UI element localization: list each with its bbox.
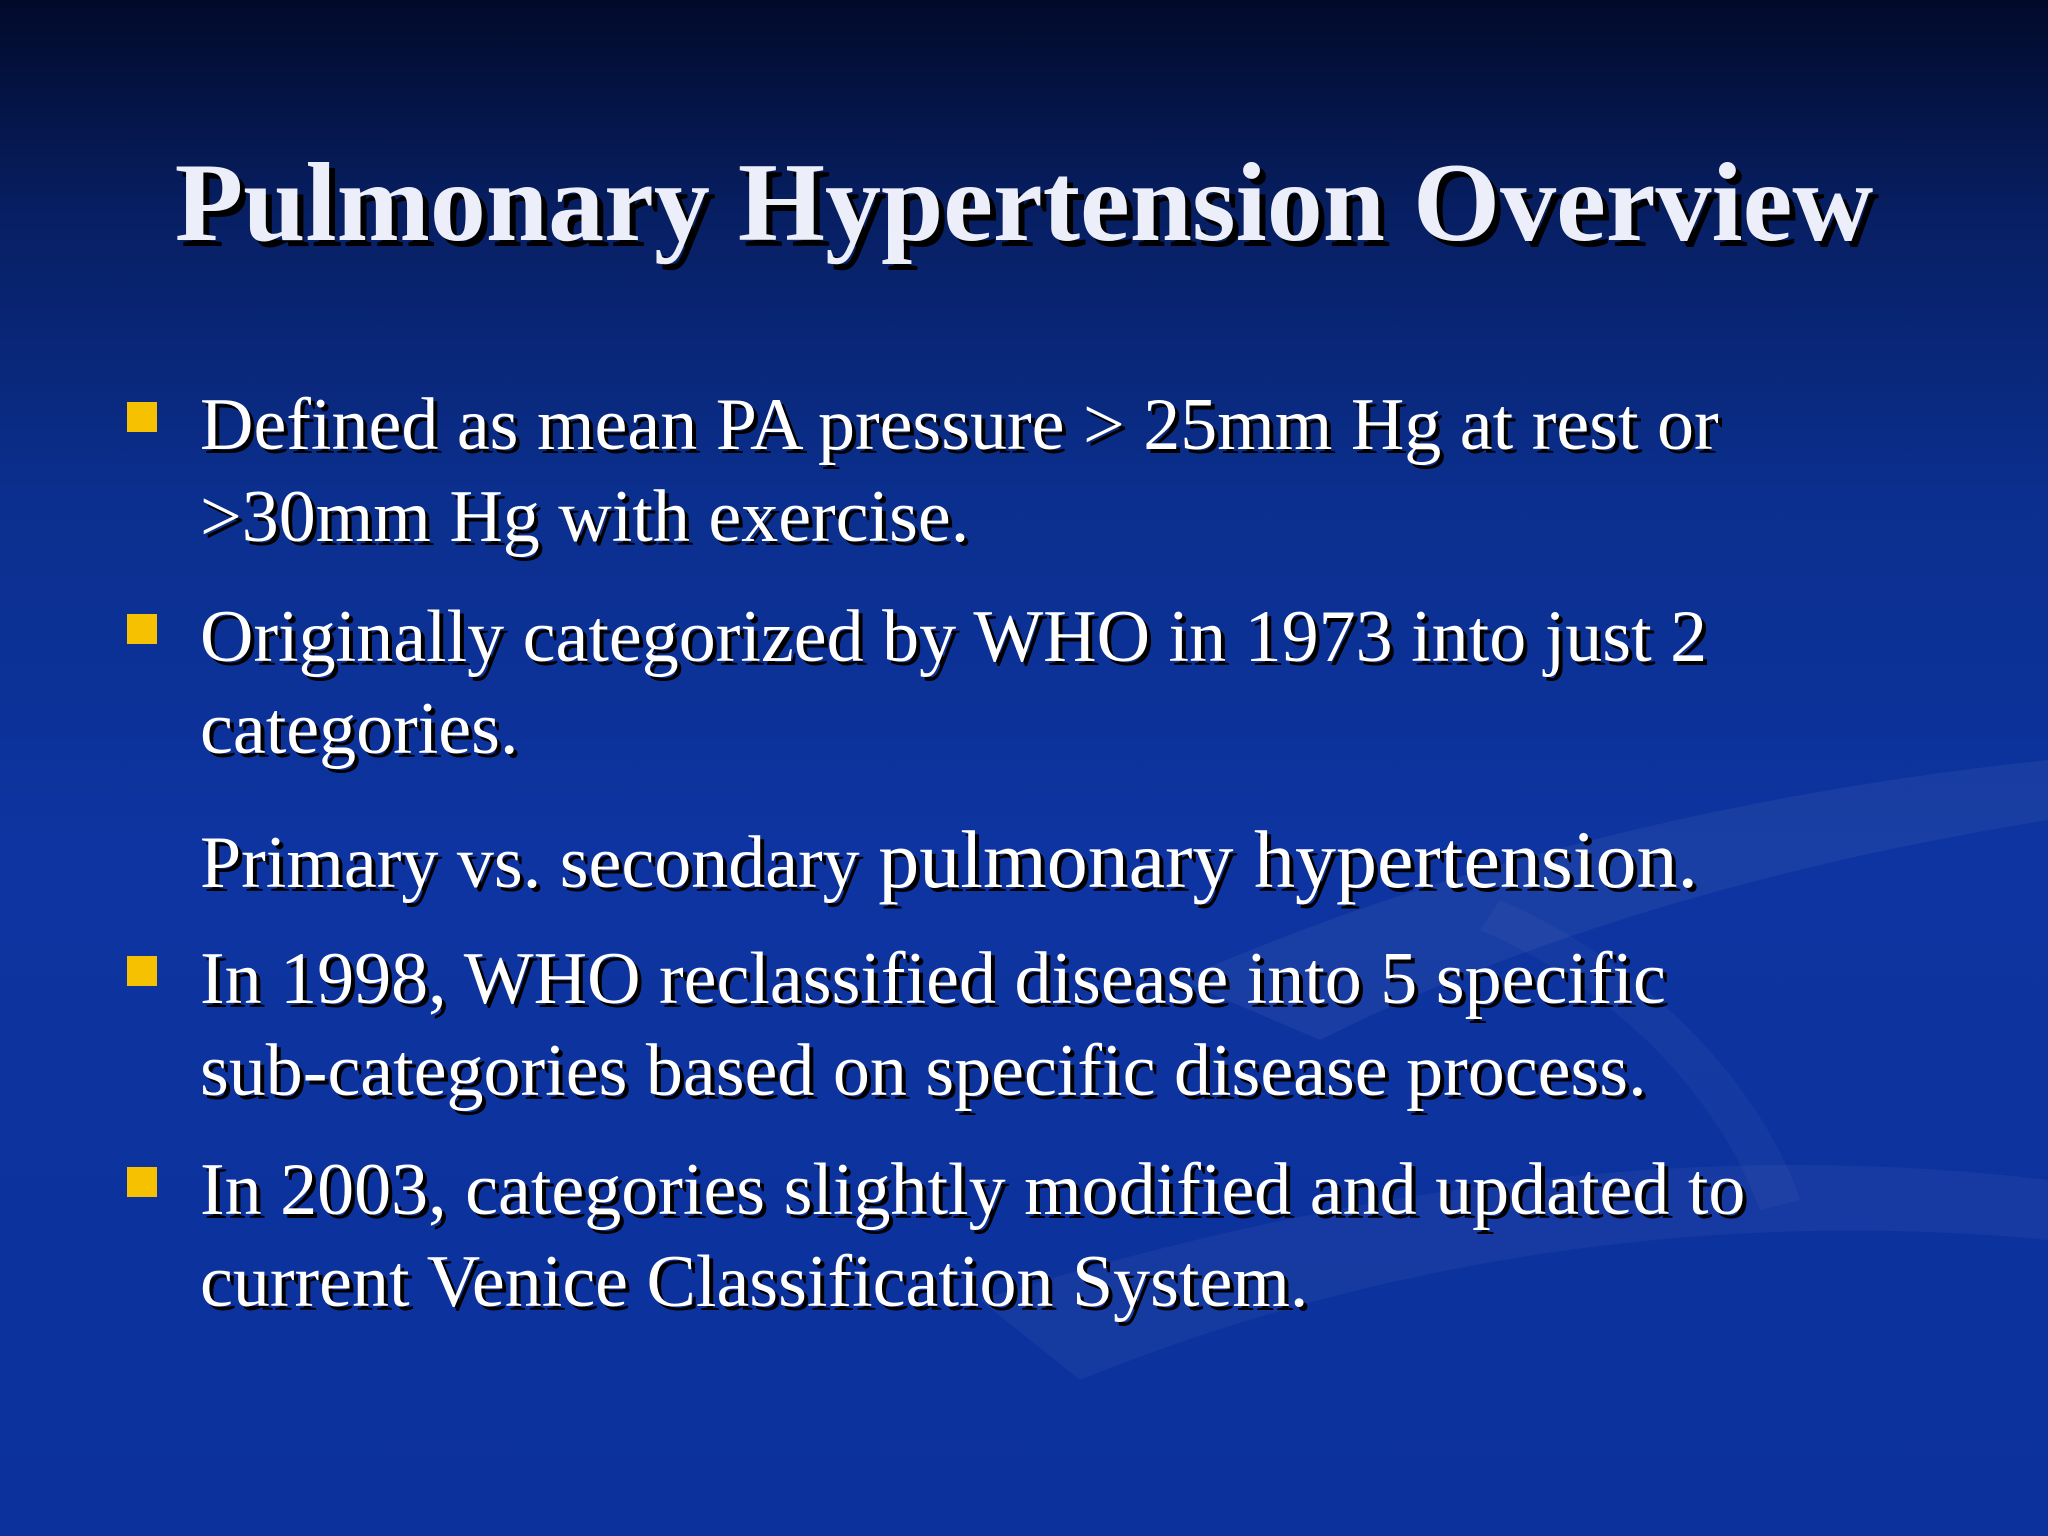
sub-paragraph-text-b: pulmonary hypertension.: [878, 814, 1699, 905]
slide-title: Pulmonary Hypertension Overview: [174, 141, 1874, 265]
bullet-marker: [127, 402, 157, 432]
sub-paragraph: [200, 815, 1698, 908]
bullet-2-line-2: categories.: [200, 688, 519, 770]
bullet-1-line-2: >30mm Hg with exercise.: [200, 476, 970, 558]
bullet-4-line-1: In 2003, categories slightly modified and updated to: [200, 1149, 1746, 1231]
bullet-marker: [127, 956, 157, 986]
bullet-3-line-1: In 1998, WHO reclassified disease into 5 specific: [200, 938, 1666, 1020]
bullet-marker: [127, 1167, 157, 1197]
bullet-1-line-1: Defined as mean PA pressure > 25mm Hg at rest or: [200, 384, 1719, 466]
bullet-3-line-2: sub-categories based on specific disease process.: [200, 1030, 1647, 1112]
bullet-marker: [127, 614, 157, 644]
bullet-2-line-1: Originally categorized by WHO in 1973 into just 2: [200, 596, 1708, 678]
bullet-4-line-2: current Venice Classification System.: [200, 1241, 1309, 1323]
sub-paragraph-text-a: Primary vs. secondary: [200, 822, 879, 904]
